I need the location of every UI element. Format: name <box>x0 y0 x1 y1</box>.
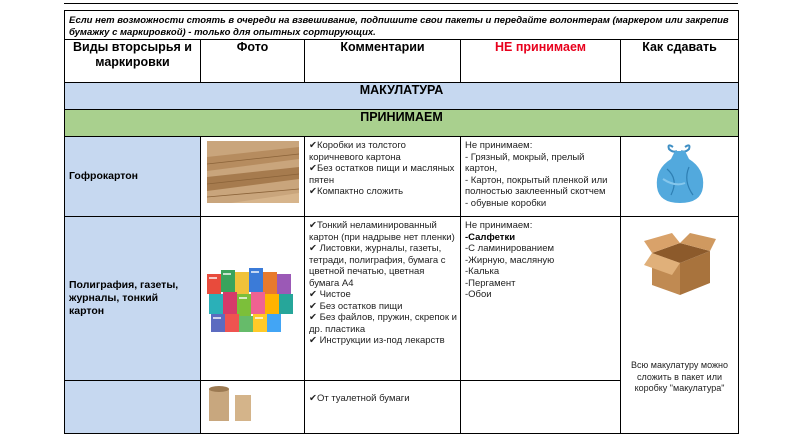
not-item: - обувные коробки <box>465 197 547 209</box>
comment-line: ✔Тонкий неламинированный картон (при надрыве нет пленки) <box>309 220 455 243</box>
comment-line: ✔Компактно сложить <box>309 186 404 197</box>
not-accepted-cell <box>461 217 621 381</box>
not-head: Не принимаем: <box>465 220 533 231</box>
top-border <box>0 0 800 10</box>
recycling-table <box>64 10 739 434</box>
header-how: Как сдавать <box>621 40 739 83</box>
not-item: -Жирную, масляную <box>465 254 555 266</box>
section-title: МАКУЛАТУРА <box>65 83 739 110</box>
section-band <box>65 83 739 110</box>
header-comments: Комментарии <box>305 40 461 83</box>
photo-cell <box>201 137 305 217</box>
accept-title: ПРИНИМАЕМ <box>65 110 739 137</box>
not-item-bold: -Салфетки <box>465 231 516 243</box>
header-not-accepted: НЕ принимаем <box>461 40 621 83</box>
corrugated-cardboard-photo <box>201 137 305 211</box>
comment-line: ✔Коробки из толстого коричневого картона <box>309 140 406 163</box>
comment-line: ✔Без остатков пищи и масляных пятен <box>309 163 455 186</box>
how-text: Всю макулатуру можно сложить в пакет или коробку "макулатура" <box>631 360 728 393</box>
not-item: - Картон, покрытый пленкой или полностью заклеенный скотчем <box>465 174 608 197</box>
paper-tubes-photo <box>201 381 305 421</box>
not-item: - Грязный, мокрый, прелый картон, <box>465 151 585 174</box>
instruction-note: Если нет возможности стоять в очереди на взвешивание, подпишите свои пакеты и передайте волонтерам (маркером или закрепив бумажку с маркировкой) - только для опытных сортирующих. <box>65 11 739 40</box>
comment-line: ✔ Инструкции из-под лекарств <box>309 335 445 346</box>
not-item: -Пергамент <box>465 277 516 289</box>
photo-cell <box>201 217 305 381</box>
comment-line: ✔От туалетной бумаги <box>309 393 410 404</box>
comments-cell <box>305 137 461 217</box>
comments-cell <box>305 217 461 381</box>
table-row <box>65 137 739 217</box>
comment-line: ✔ Листовки, журналы, газеты, тетради, полиграфия, бумага с цветной печатью, цветная бумага А4 <box>309 243 446 289</box>
comment-line: ✔ Чистое <box>309 289 351 300</box>
accept-band <box>65 110 739 137</box>
not-item: -Калька <box>465 266 500 277</box>
table-row <box>65 217 739 381</box>
row-name-partial <box>65 381 201 434</box>
how-cell <box>621 217 739 434</box>
comment-line: ✔ Без остатков пищи <box>309 300 403 312</box>
row-name: Гофрокартон <box>65 137 201 217</box>
not-head: Не принимаем: <box>465 140 533 151</box>
header-row <box>65 40 739 83</box>
header-photo: Фото <box>201 40 305 83</box>
row-name: Полиграфия, газеты, журналы, тонкий картон <box>65 217 201 381</box>
not-item: -С ламинированием <box>465 243 555 254</box>
not-accepted-cell <box>461 137 621 217</box>
magazines-photo <box>201 256 305 336</box>
not-item: -Обои <box>465 289 492 300</box>
header-types: Виды вторсырья и маркировки <box>65 40 201 83</box>
not-accepted-cell <box>461 381 621 434</box>
blue-trash-bag-icon <box>645 139 715 209</box>
bag-cell <box>621 137 739 217</box>
photo-cell <box>201 381 305 434</box>
comments-cell <box>305 381 461 434</box>
comment-line: ✔ Без файлов, пружин, скрепок и др. пластика <box>309 312 457 335</box>
open-cardboard-box-icon <box>642 229 718 299</box>
